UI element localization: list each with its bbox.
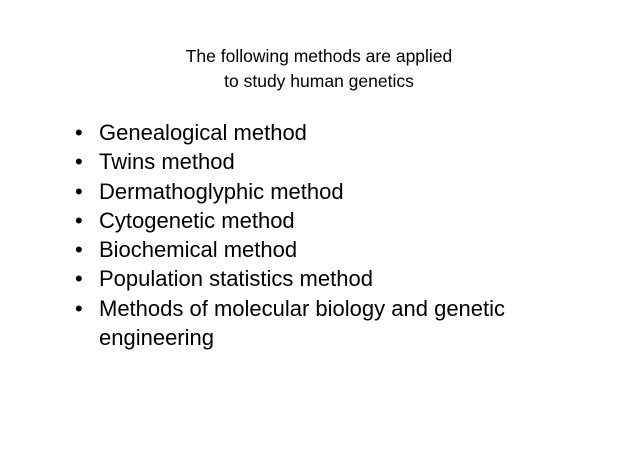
list-item-text: Cytogenetic method [99,207,295,233]
slide-title-line-2: to study human genetics [224,71,414,91]
slide-title-line-1: The following methods are applied [185,46,453,66]
slide-title [0,44,638,94]
bullet-icon: • [75,295,83,321]
list-item-text: Dermathoglyphic method [99,178,344,204]
bullet-icon: • [75,120,83,145]
list-item-text: Twins method [99,149,235,175]
bullet-icon: • [75,149,83,175]
bullet-icon: • [75,207,83,233]
list-item [75,177,595,206]
list-item [75,235,595,264]
list-item [75,206,595,235]
list-item-text: Methods of molecular biology and genetic engineering [99,295,506,351]
list-item [75,294,595,353]
list-item-text: Genealogical method [99,120,307,145]
list-item-text: Biochemical method [99,237,298,263]
list-item [75,147,595,176]
methods-list [75,118,595,352]
bullet-icon: • [75,237,83,263]
list-item [75,118,595,147]
bullet-icon: • [75,266,83,292]
list-item-text: Population statistics method [99,266,373,292]
list-item [75,264,595,293]
bullet-icon: • [75,178,83,204]
